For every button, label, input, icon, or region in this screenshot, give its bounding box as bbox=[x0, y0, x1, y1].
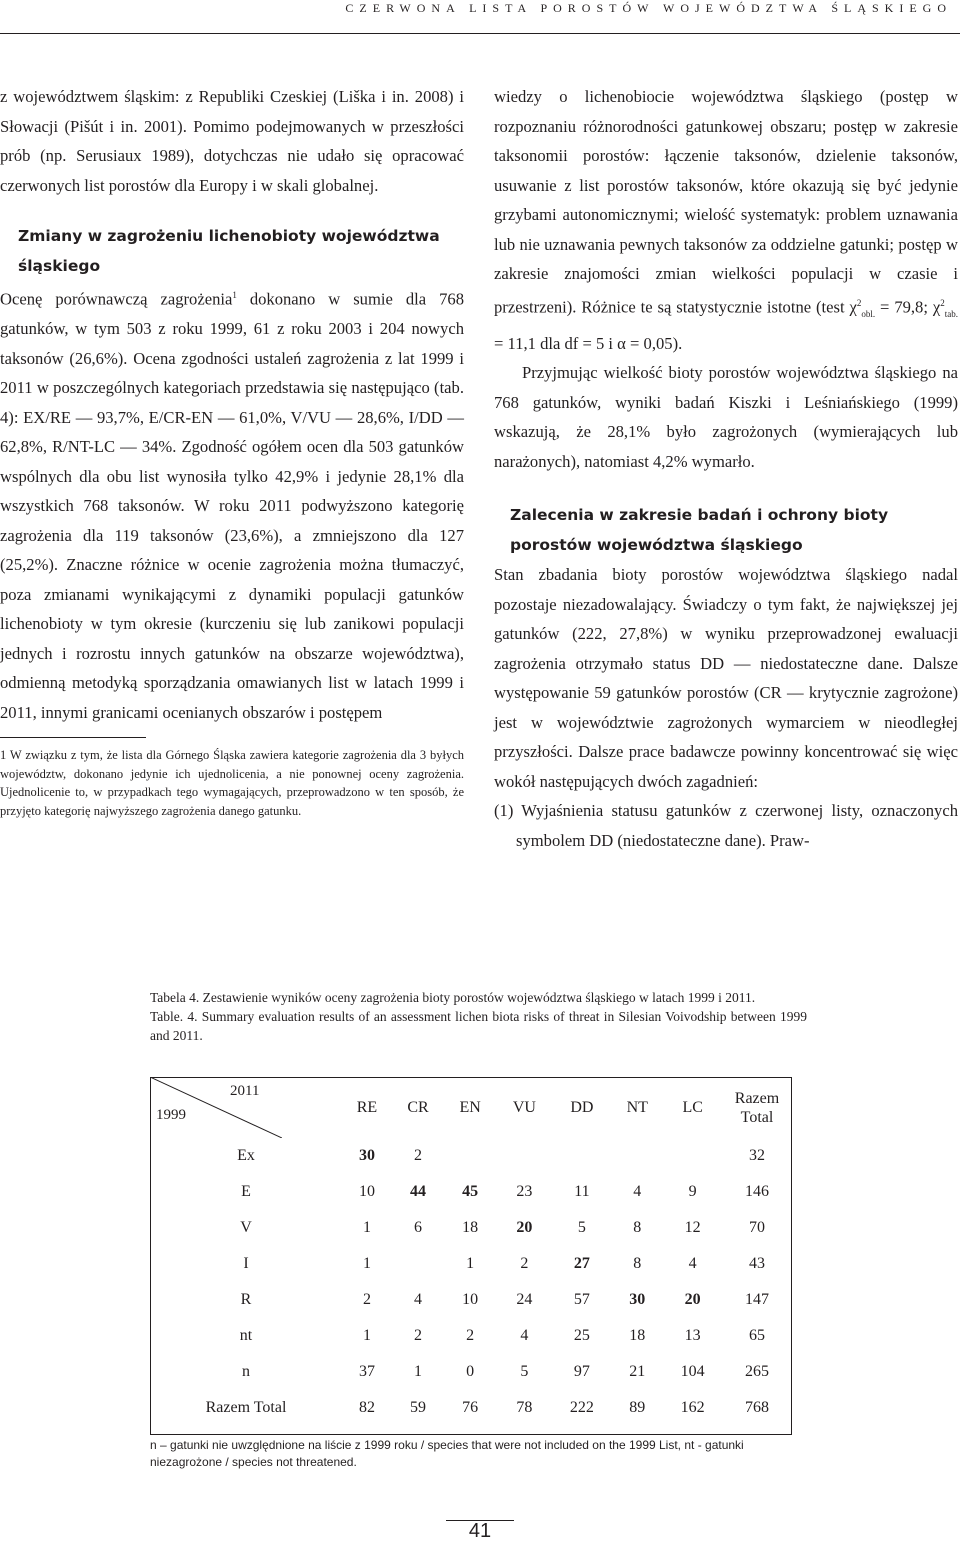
table-cell: 76 bbox=[462, 1399, 479, 1416]
row-label: Ex bbox=[237, 1147, 255, 1164]
comparison-table bbox=[150, 1077, 792, 1426]
column-header: CR bbox=[407, 1098, 429, 1116]
corner-diagonal bbox=[150, 1077, 282, 1138]
right-paragraph-1-mid: = 79,8; χ bbox=[875, 297, 941, 317]
left-paragraph-2-rest: dokonano w sumie dla 768 gatunków, w tym 503 z roku 1999, 61 z roku 2003 i 204 nowych taksonów (26,6%). Ocena zgodności ustaleń zagrożenia z lat 1999 i 2011 w poszczególnych kategoriach przedstawia się następująco (tab. 4): EX/RE — 93,7%, E/CR-EN — 61,0%, V/VU — 28,6%, I/DD — 62,8%, R/NT-LC — 34%. Zgodność ogółem ocen dla 503 gatunków wspólnych dla obu list wynosiła tylko 42,9% i jedynie 28,1% dla wszystkich 768 taksonów. W roku 2011 podwyższono kategorię zagrożenia dla 119 taksonów (23,6%), a zmniejszono dla 127 (25,2%). Znaczne różnice w ocenie zagrożenia można tłumaczyć, poza zmianami wynikającymi z dynamiki populacji gatunków lichenobioty w tym okresie (kurczeniu się lub zanikowi populacji jednych i rozrostu innych gatunków na obszarze województwa), odmienną metodyką sporządzania omawianych list w latach 1999 i 2011, innymi granicami ocenianych obszarów i postępem bbox=[0, 289, 464, 722]
table-cell: 57 bbox=[573, 1291, 590, 1308]
table-cell bbox=[553, 1138, 612, 1174]
table-corner-cell bbox=[150, 1077, 342, 1138]
table-cell: 0 bbox=[466, 1363, 475, 1380]
right-paragraph-1-end: = 11,1 dla df = 5 i α = 0,05). bbox=[494, 333, 683, 353]
table-cell: 97 bbox=[573, 1363, 590, 1380]
table-cell: 30 bbox=[358, 1147, 375, 1164]
table-row bbox=[150, 1318, 792, 1354]
table-cell: 265 bbox=[745, 1363, 769, 1380]
left-paragraph-1: z województwem śląskim: z Republiki Czeskiej (Liška i in. 2008) i Słowacji (Pišút i in. 2001). Pomimo podejmowanych w przeszłości prób (np. Serusiaux 1989), dotychczas nie udało się opracować czerwonych list porostów dla Europy i w skali globalnej. bbox=[0, 87, 464, 195]
table-caption bbox=[150, 988, 807, 1045]
table-note: n – gatunki nie uwzględnione na liście z 1999 roku / species that were not included on the 1999 List, nt - gatunki niezagrożone / species not threatened. bbox=[150, 1438, 744, 1469]
table-cell: 45 bbox=[462, 1183, 479, 1200]
table-row bbox=[150, 1390, 792, 1426]
table-row bbox=[150, 1138, 792, 1174]
table-cell: 1 bbox=[414, 1363, 423, 1380]
header-rule bbox=[0, 33, 960, 34]
list-item-1: (1) Wyjaśnienia statusu gatunków z czerwonej listy, oznaczonych symbolem DD (niedostateczne dane). Praw- bbox=[494, 801, 958, 850]
running-title: CZERWONA LISTA POROSTÓW WOJEWÓDZTWA ŚLĄSKIEGO bbox=[345, 1, 952, 15]
row-label: n bbox=[242, 1363, 250, 1380]
table-cell: 222 bbox=[569, 1399, 594, 1416]
table-cell: 59 bbox=[410, 1399, 427, 1416]
table-cell: 2 bbox=[466, 1327, 475, 1344]
corner-label-2011: 2011 bbox=[230, 1083, 260, 1099]
table-row bbox=[150, 1246, 792, 1282]
column-header: DD bbox=[570, 1098, 594, 1116]
table-cell bbox=[444, 1138, 496, 1174]
table-caption-en: Table. 4. Summary evaluation results of an assessment lichen biota risks of threat in Silesian Voivodship between 1999 and 2011. bbox=[150, 1009, 807, 1043]
table-cell: 11 bbox=[574, 1183, 590, 1200]
table-cell: 44 bbox=[410, 1183, 427, 1200]
table-cell: 89 bbox=[629, 1399, 646, 1416]
table-cell: 20 bbox=[516, 1219, 533, 1236]
footnote: 1 W związku z tym, że lista dla Górnego Śląska zawiera kategorie zagrożenia dla 3 byłych województw, dokonano jedynie ich ujednolicenia, a nie ponownej oceny zagrożenia. Ujednolicenie to, w przypadkach tego wymagających, przeprowadzono w ten sposób, że przyjęto kategorię najwyższego zagrożenia danego gatunku. bbox=[0, 748, 464, 818]
left-column bbox=[0, 82, 464, 820]
table-cell: 2 bbox=[414, 1147, 423, 1164]
table-cell: 768 bbox=[745, 1399, 769, 1416]
row-label: V bbox=[240, 1219, 252, 1236]
right-paragraph-3: Stan zbadania bioty porostów województwa śląskiego nadal pozostaje niezadowalający. Świadczy o tym fakt, że największej jej gatunków (222, 27,8%) w wyniku przeprowadzonej ewaluacji zagrożenia otrzymało status DD — niedostateczne dane. Dalsze występowanie 59 gatunków porostów (CR — krytycznie zagrożone) jest w województwie zagrożonych wymarciem w nieodległej przyszłości. Dalsze prace badawcze powinny koncentrować się więc wokół następujących dwóch zagadnień: bbox=[494, 565, 958, 791]
row-label: nt bbox=[239, 1327, 253, 1344]
table-cell: 4 bbox=[520, 1327, 529, 1344]
table-cell bbox=[496, 1138, 552, 1174]
table-row bbox=[150, 1210, 792, 1246]
table-cell: 2 bbox=[414, 1327, 423, 1344]
table-cell: 4 bbox=[688, 1255, 697, 1272]
table-cell: 1 bbox=[362, 1219, 371, 1236]
footnote-marker: 1 bbox=[232, 290, 237, 300]
table-cell: 8 bbox=[633, 1255, 642, 1272]
left-paragraph-2 bbox=[0, 281, 464, 727]
table-cell: 5 bbox=[577, 1219, 586, 1236]
column-header: Razem Total bbox=[734, 1089, 780, 1126]
table-cell: 18 bbox=[462, 1219, 479, 1236]
footnote-rule bbox=[0, 737, 146, 738]
table-cell: 8 bbox=[633, 1219, 642, 1236]
table-cell: 4 bbox=[414, 1291, 423, 1308]
table-cell: 70 bbox=[749, 1219, 765, 1236]
table-cell: 82 bbox=[358, 1399, 375, 1416]
table-cell: 6 bbox=[414, 1219, 423, 1236]
row-label: Razem Total bbox=[205, 1399, 287, 1416]
corner-label-1999: 1999 bbox=[156, 1107, 186, 1123]
page-number: 41 bbox=[468, 1520, 492, 1542]
table-caption-pl: Tabela 4. Zestawienie wyników oceny zagrożenia bioty porostów województwa śląskiego w latach 1999 i 2011. bbox=[150, 990, 756, 1005]
right-paragraph-1-start: wiedzy o lichenobiocie województwa śląskiego (postęp w rozpoznaniu różnorodności gatunkowej obszaru; postęp w zakresie taksonomii porostów: łączenie taksonów, dzielenie taksonów, usuwanie z list porostów taksonów, które okazują się być jedynie grzybami autonomicznymi; wielość systematyk: problem uznawania lub nie uznawania pewnych taksonów za oddzielne gatunki; postęp w zakresie znajomości zmian wielkości populacji w czasie i przestrzeni). Różnice te są statystycznie istotne (test χ bbox=[494, 87, 958, 317]
left-paragraph-2-start: Ocenę porównawczą zagrożenia bbox=[0, 289, 233, 309]
table-cell: 146 bbox=[745, 1183, 769, 1200]
table-cell: 2 bbox=[362, 1291, 371, 1308]
table-cell bbox=[663, 1138, 722, 1174]
right-paragraph-2: Przyjmując wielkość bioty porostów województwa śląskiego na 768 gatunków, wyniki badań Kiszki i Leśniańskiego (1999) wskazują, że 28,1% było zagrożonych (wymierających lub narażonych), natomiast 4,2% wymarło. bbox=[494, 363, 958, 471]
row-label: I bbox=[243, 1255, 249, 1272]
table-cell: 25 bbox=[573, 1327, 590, 1344]
table-cell: 30 bbox=[629, 1291, 646, 1308]
table-cell: 2 bbox=[520, 1255, 529, 1272]
table-cell: 23 bbox=[516, 1183, 533, 1200]
table-cell: 147 bbox=[745, 1291, 769, 1308]
table-cell: 4 bbox=[633, 1183, 642, 1200]
column-header: NT bbox=[626, 1098, 648, 1116]
table-cell: 78 bbox=[516, 1399, 533, 1416]
table-cell: 43 bbox=[749, 1255, 765, 1272]
section-heading-recommendations: Zalecenia w zakresie badań i ochrony bioty porostów województwa śląskiego bbox=[510, 506, 889, 554]
column-header: VU bbox=[512, 1098, 536, 1116]
table-cell: 65 bbox=[749, 1327, 765, 1344]
chi-square-sup-tab: 2 bbox=[940, 297, 945, 308]
column-header: RE bbox=[356, 1098, 378, 1116]
chi-square-sub-tab: tab. bbox=[944, 308, 958, 319]
table-cell: 27 bbox=[573, 1255, 590, 1272]
table-cell: 104 bbox=[680, 1363, 705, 1380]
section-heading-changes: Zmiany w zagrożeniu lichenobioty województwa śląskiego bbox=[18, 227, 440, 275]
chi-square-sup-obl: 2 bbox=[856, 297, 862, 308]
right-column bbox=[494, 82, 958, 855]
table-cell: 1 bbox=[362, 1327, 371, 1344]
row-label: E bbox=[241, 1183, 251, 1200]
table-cell: 24 bbox=[516, 1291, 533, 1308]
table-cell: 1 bbox=[466, 1255, 475, 1272]
column-header: EN bbox=[459, 1098, 481, 1116]
table-cell bbox=[611, 1138, 663, 1174]
table-cell: 13 bbox=[684, 1327, 701, 1344]
chi-square-sub-obl: obl. bbox=[861, 308, 876, 319]
table-cell: 10 bbox=[358, 1183, 375, 1200]
row-label: R bbox=[240, 1291, 252, 1308]
table-row bbox=[150, 1282, 792, 1318]
column-header: LC bbox=[682, 1098, 703, 1116]
table-row bbox=[150, 1354, 792, 1390]
table-row bbox=[150, 1174, 792, 1210]
table-cell: 162 bbox=[680, 1399, 705, 1416]
table-cell: 10 bbox=[462, 1291, 479, 1308]
right-paragraph-1 bbox=[494, 82, 958, 358]
table-cell: 5 bbox=[520, 1363, 529, 1380]
table-cell: 18 bbox=[629, 1327, 646, 1344]
table-cell bbox=[392, 1246, 444, 1282]
running-header bbox=[0, 0, 960, 34]
table-cell: 20 bbox=[684, 1291, 701, 1308]
table-cell: 32 bbox=[749, 1147, 765, 1164]
table-cell: 21 bbox=[629, 1363, 646, 1380]
table-cell: 1 bbox=[362, 1255, 371, 1272]
table-cell: 37 bbox=[358, 1363, 375, 1380]
table-header-row bbox=[150, 1077, 792, 1138]
table-cell: 12 bbox=[684, 1219, 701, 1236]
table-cell: 9 bbox=[688, 1183, 697, 1200]
